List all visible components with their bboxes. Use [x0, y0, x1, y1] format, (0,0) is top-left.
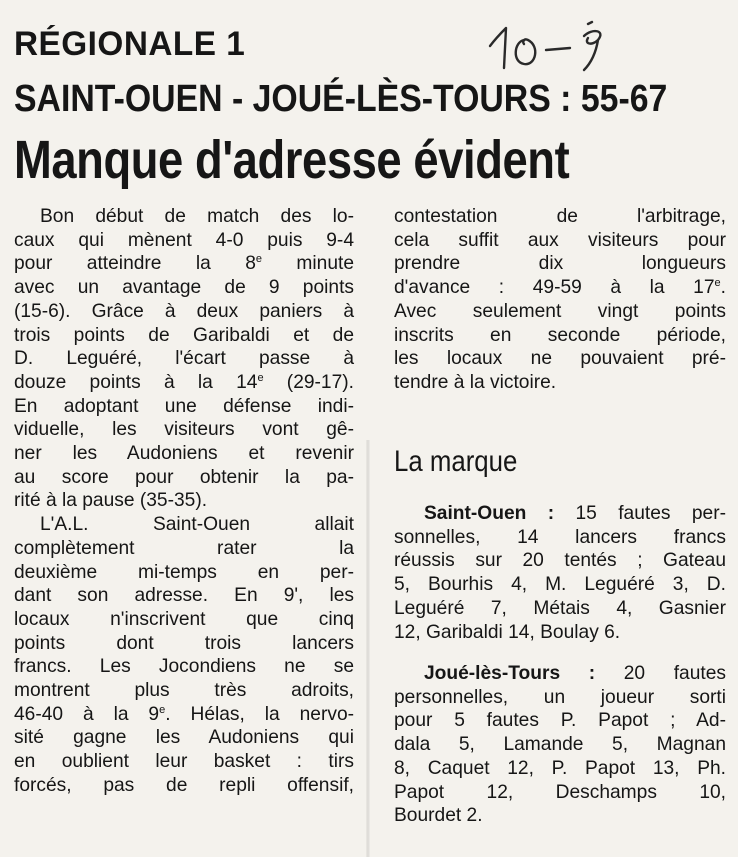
- text-line: sonnelles, 14 lancers francs: [394, 526, 726, 548]
- text-line: douze points à la 14e (29-17).: [14, 371, 354, 393]
- text-line: contestation de l'arbitrage,: [394, 206, 726, 227]
- text-line: cela suffit aux visiteurs pour: [394, 229, 726, 251]
- text-line: avec un avantage de 9 points: [14, 277, 354, 299]
- text-line: au score pour obtenir la pa-: [14, 466, 354, 488]
- saint-ouen-stats: [394, 502, 726, 644]
- match-score-heading: SAINT-OUEN - JOUÉ-LÈS-TOURS : 55-67: [14, 78, 668, 120]
- text-line: Bon début de match des lo-: [40, 206, 354, 227]
- text-line: montrent plus très adroits,: [14, 680, 354, 702]
- handwritten-date-annotation: [484, 16, 624, 76]
- text-line: (15-6). Grâce à deux paniers à: [14, 300, 354, 322]
- text-line: rité à la pause (35-35).: [14, 490, 208, 512]
- text-line: locaux n'inscrivent que cinq: [14, 608, 354, 630]
- article-column-2: [394, 205, 726, 395]
- text-line: viduelle, les visiteurs vont gê-: [14, 419, 354, 441]
- text-line: francs. Les Jocondiens ne se: [14, 656, 354, 678]
- text-line: dala 5, Lamande 5, Magnan: [394, 734, 726, 756]
- text-line: L'A.L. Saint-Ouen allait: [40, 514, 354, 536]
- text-line: En adoptant une défense indi-: [14, 395, 354, 417]
- text-line: forcés, pas de repli offensif,: [14, 774, 354, 796]
- text-line: les locaux ne pouvaient pré-: [394, 348, 726, 370]
- text-line: Avec seulement vingt points: [394, 300, 726, 322]
- text-line: D. Leguéré, l'écart passe à: [14, 348, 354, 370]
- text-line: 46-40 à la 9e. Hélas, la nervo-: [14, 703, 354, 725]
- text-line: complètement rater la: [14, 537, 354, 559]
- text-line: points dont trois lancers: [14, 632, 354, 654]
- text-line: prendre dix longueurs: [394, 253, 726, 275]
- text-line: réussis sur 20 tentés ; Gateau: [394, 550, 726, 572]
- text-line: caux qui mènent 4-0 puis 9-4: [14, 229, 354, 251]
- text-line: dant son adresse. En 9', les: [14, 585, 354, 607]
- team-label-saint-ouen: Saint-Ouen :: [424, 503, 555, 524]
- text-line: Papot 12, Deschamps 10,: [394, 781, 726, 803]
- text-line: en oublient leur basket : tirs: [14, 751, 354, 773]
- text-line: Bourdet 2.: [394, 805, 483, 827]
- article-headline: Manque d'adresse évident: [14, 130, 570, 190]
- paper-fold: [366, 440, 370, 857]
- team-label-joue-les-tours: Joué-lès-Tours :: [424, 663, 596, 684]
- text-line: d'avance : 49-59 à la 17e.: [394, 277, 726, 299]
- text-line: 12, Garibaldi 14, Boulay 6.: [394, 621, 621, 643]
- text-line: tendre à la victoire.: [394, 371, 557, 393]
- marque-subheading: La marque: [394, 445, 518, 478]
- text-line: personnelles, un joueur sorti: [394, 686, 726, 708]
- text-line: Saint-Ouen : 15 fautes per-: [424, 503, 726, 524]
- text-line: Joué-lès-Tours : 20 fautes: [424, 663, 726, 684]
- text-line: Leguéré 7, Métais 4, Gasnier: [394, 597, 726, 619]
- joue-les-tours-stats: [394, 662, 726, 828]
- text-line: 5, Bourhis 4, M. Leguéré 3, D.: [394, 574, 726, 596]
- section-kicker: RÉGIONALE 1: [14, 25, 246, 63]
- text-line: sité gagne les Audoniens qui: [14, 727, 354, 749]
- article-column-1: [14, 205, 354, 798]
- text-line: pour 5 fautes P. Papot ; Ad-: [394, 710, 726, 732]
- text-line: deuxième mi-temps en per-: [14, 561, 354, 583]
- text-line: pour atteindre la 8e minute: [14, 253, 355, 275]
- text-line: inscrits en seconde période,: [394, 324, 726, 346]
- text-line: trois points de Garibaldi et de: [14, 324, 354, 346]
- text-line: ner les Audoniens et revenir: [14, 443, 354, 465]
- text-line: 8, Caquet 12, P. Papot 13, Ph.: [394, 757, 726, 779]
